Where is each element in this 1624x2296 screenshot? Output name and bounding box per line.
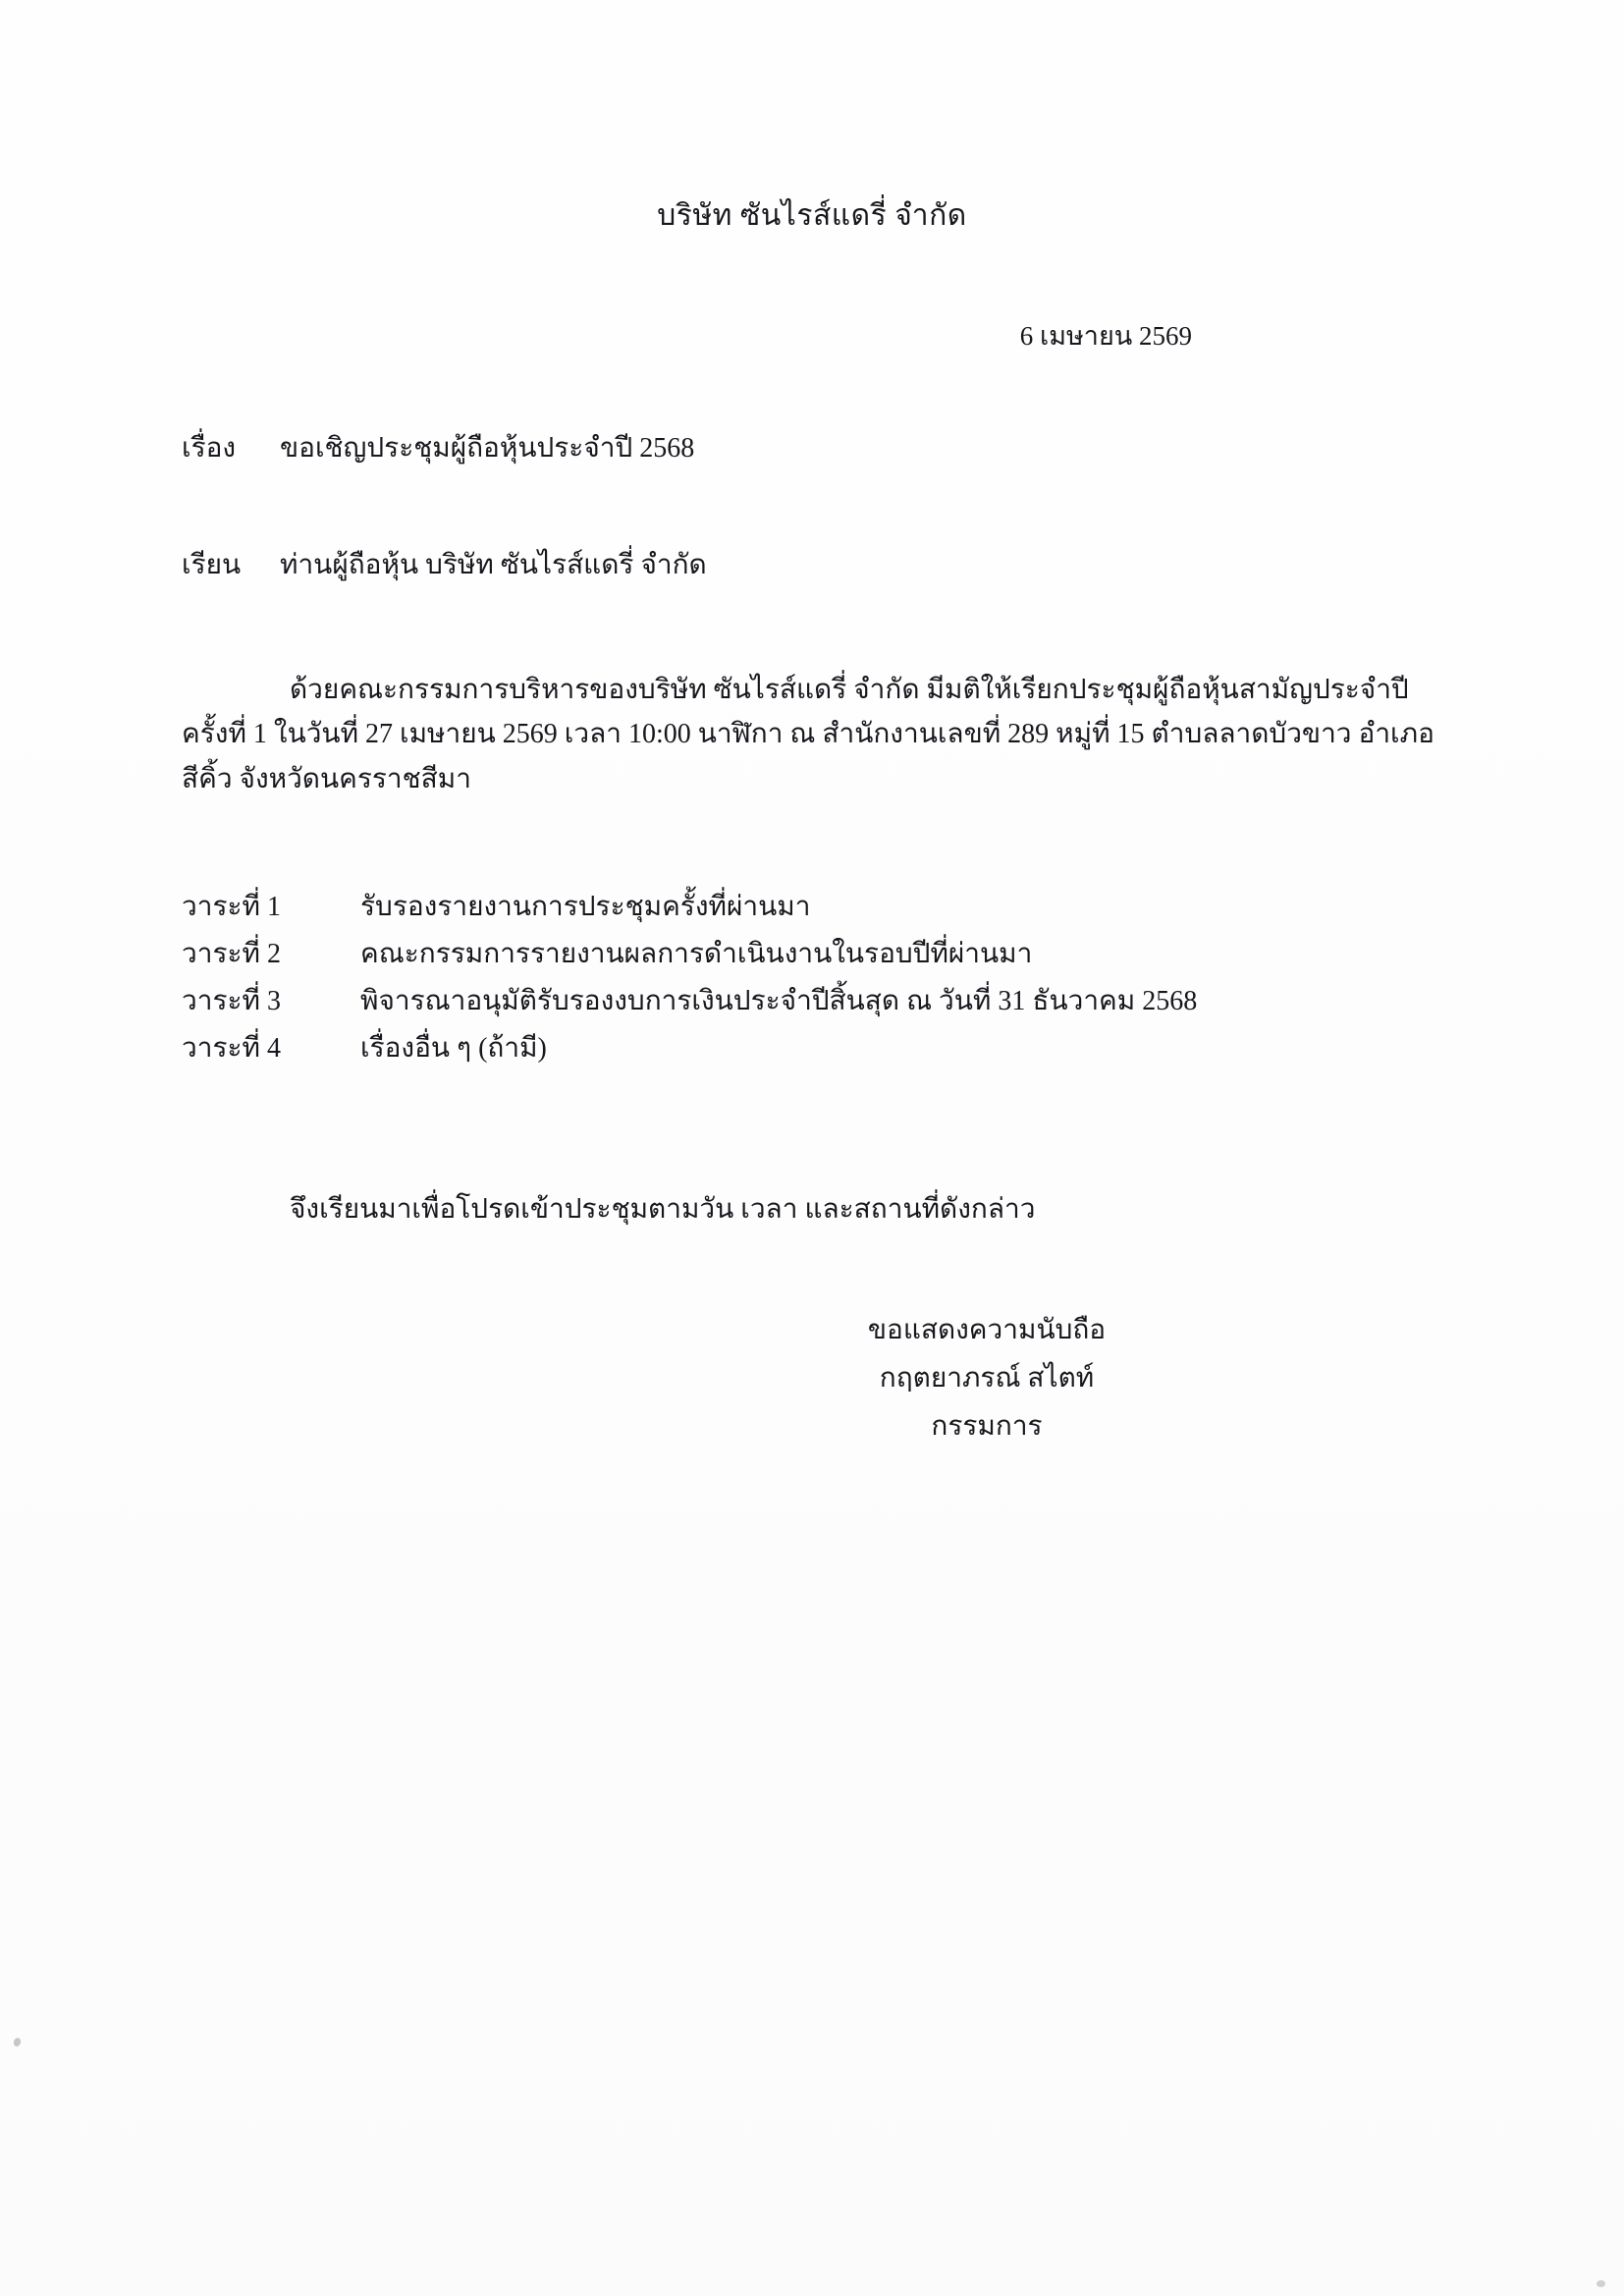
attention-label: เรียน — [182, 550, 242, 580]
attention-row — [182, 543, 707, 586]
company-title: บริษัท ซันไรส์แดรี่ จำกัด — [657, 199, 967, 232]
scan-speck-icon — [1597, 2280, 1605, 2287]
subject-row — [182, 426, 694, 469]
scan-speck-icon — [13, 2037, 22, 2048]
agenda-item-text: เรื่องอื่น ๆ (ถ้ามี) — [360, 1033, 547, 1065]
agenda-item-label: วาระที่ 3 — [182, 986, 281, 1017]
subject-label: เรื่อง — [182, 433, 237, 464]
signature-block — [776, 1306, 1198, 1450]
agenda-item — [182, 1025, 1448, 1072]
subject-value: ขอเชิญประชุมผู้ถือหุ้นประจำปี 2568 — [280, 433, 695, 464]
agenda-item — [182, 931, 1448, 978]
signature-valediction: ขอแสดงความนับถือ — [867, 1315, 1107, 1345]
agenda-item-text: คณะกรรมการรายงานผลการดำเนินงานในรอบปีที่ผ่านมา — [360, 939, 1033, 970]
agenda-list — [182, 884, 1448, 1073]
agenda-item-label: วาระที่ 2 — [182, 939, 281, 970]
agenda-item-text: รับรองรายงานการประชุมครั้งที่ผ่านมา — [360, 892, 811, 922]
agenda-item — [182, 978, 1448, 1025]
document-date: 6 เมษายน 2569 — [1019, 321, 1192, 351]
agenda-item-text: พิจารณาอนุมัติรับรองงบการเงินประจำปีสิ้นสุด ณ วันที่ 31 ธันวาคม 2568 — [360, 986, 1198, 1017]
signature-name: กฤตยาภรณ์ สไตท์ — [879, 1363, 1095, 1394]
closing-paragraph: จึงเรียนมาเพื่อโปรดเข้าประชุมตามวัน เวลา และสถานที่ดังกล่าว — [290, 1194, 1036, 1225]
agenda-item — [182, 884, 1448, 931]
agenda-item-label: วาระที่ 4 — [182, 1033, 281, 1065]
intro-paragraph: ด้วยคณะกรรมการบริหารของบริษัท ซันไรส์แดรี่ จำกัด มีมติให้เรียกประชุมผู้ถือหุ้นสามัญประจำปี ครั้งที่ 1 ในวันที่ 27 เมษายน 2569 เวลา 10:00 นาฬิกา ณ สำนักงานเลขที่ 289 หมู่ที่ 15 ตำบลลาดบัวขาว อำเภอสีคิ้ว จังหวัดนครราชสีมา — [182, 675, 1435, 794]
signature-position: กรรมการ — [931, 1411, 1043, 1442]
attention-value: ท่านผู้ถือหุ้น บริษัท ซันไรส์แดรี่ จำกัด — [280, 550, 707, 580]
agenda-item-label: วาระที่ 1 — [182, 892, 281, 922]
